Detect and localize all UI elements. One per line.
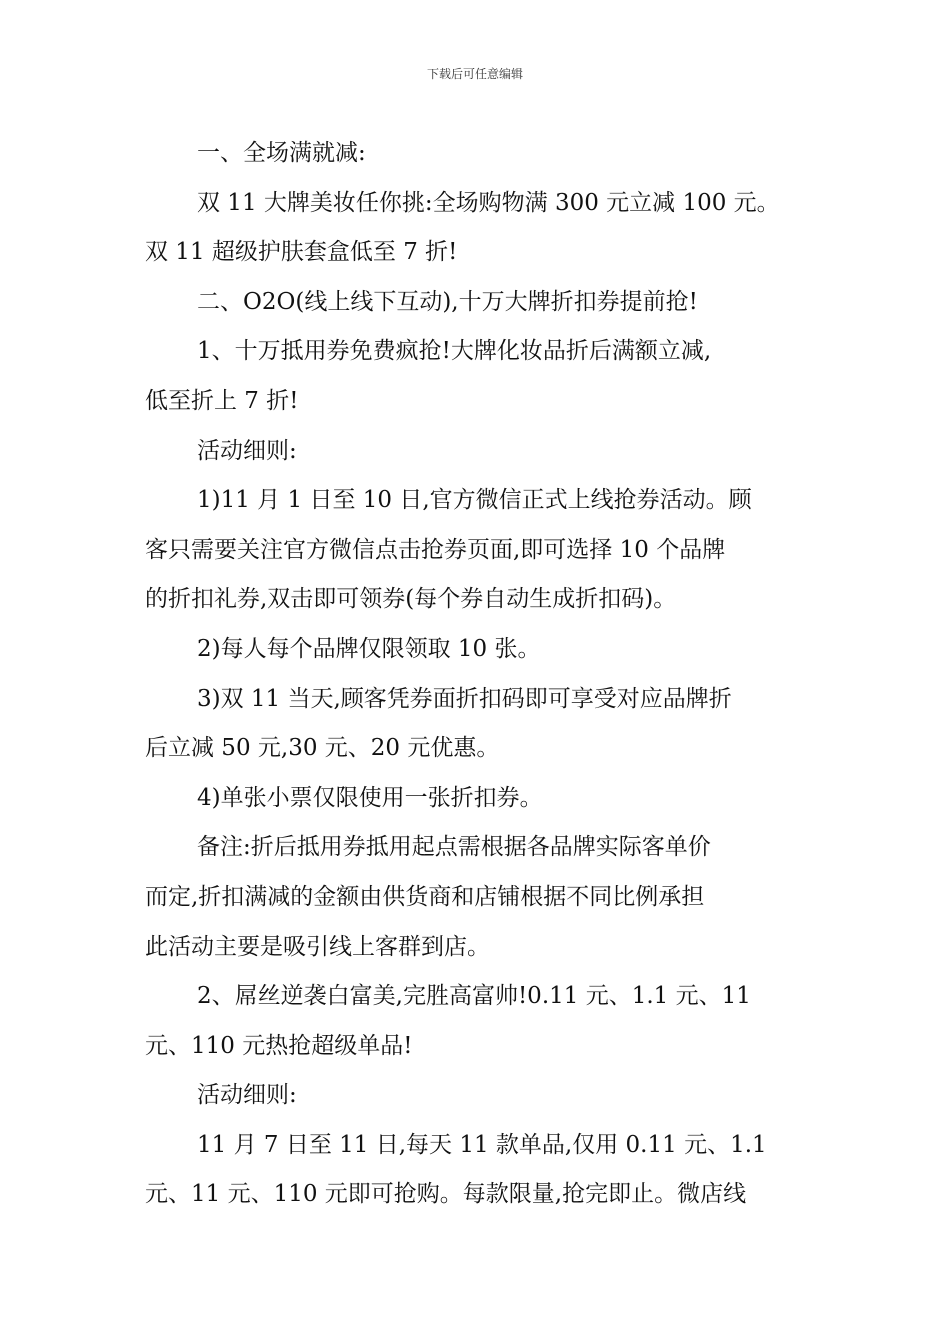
page-header: 下载后可任意编辑 bbox=[426, 67, 523, 81]
text-line: 低至折上 7 折! bbox=[145, 387, 299, 414]
text-line: 客只需要关注官方微信点击抢券页面,即可选择 10 个品牌 bbox=[145, 536, 726, 563]
text-line: 3)双 11 当天,顾客凭券面折扣码即可享受对应品牌折 bbox=[197, 685, 732, 712]
text-line: 活动细则: bbox=[197, 437, 297, 464]
text-line: 活动细则: bbox=[197, 1082, 297, 1109]
text-line: 此活动主要是吸引线上客群到店。 bbox=[145, 933, 490, 960]
document-body bbox=[145, 129, 815, 1220]
text-line: 备注:折后抵用券抵用起点需根据各品牌实际客单价 bbox=[197, 834, 711, 861]
text-line: 元、110 元热抢超级单品! bbox=[145, 1032, 413, 1059]
text-line: 的折扣礼券,双击即可领券(每个券自动生成折扣码)。 bbox=[145, 586, 677, 613]
text-line: 1、十万抵用券免费疯抢!大牌化妆品折后满额立减, bbox=[197, 338, 712, 365]
text-line: 元、11 元、110 元即可抢购。每款限量,抢完即止。微店线 bbox=[145, 1181, 747, 1208]
text-line: 双 11 大牌美妆任你挑:全场购物满 300 元立减 100 元。 bbox=[197, 189, 780, 216]
text-line: 后立减 50 元,30 元、20 元优惠。 bbox=[145, 735, 500, 762]
text-line: 4)单张小票仅限使用一张折扣券。 bbox=[197, 784, 543, 811]
text-line: 2、屌丝逆袭白富美,完胜高富帅!0.11 元、1.1 元、11 bbox=[197, 983, 751, 1010]
text-line: 而定,折扣满减的金额由供货商和店铺根据不同比例承担 bbox=[145, 883, 705, 910]
text-line: 11 月 7 日至 11 日,每天 11 款单品,仅用 0.11 元、1.1 bbox=[197, 1131, 767, 1158]
text-line: 1)11 月 1 日至 10 日,官方微信正式上线抢券活动。顾 bbox=[197, 487, 752, 514]
text-line: 一、全场满就减: bbox=[197, 140, 366, 166]
text-line: 二、O2O(线上线下互动),十万大牌折扣券提前抢! bbox=[197, 288, 698, 315]
text-line: 2)每人每个品牌仅限领取 10 张。 bbox=[197, 635, 541, 662]
text-line: 双 11 超级护肤套盒低至 7 折! bbox=[145, 239, 458, 266]
